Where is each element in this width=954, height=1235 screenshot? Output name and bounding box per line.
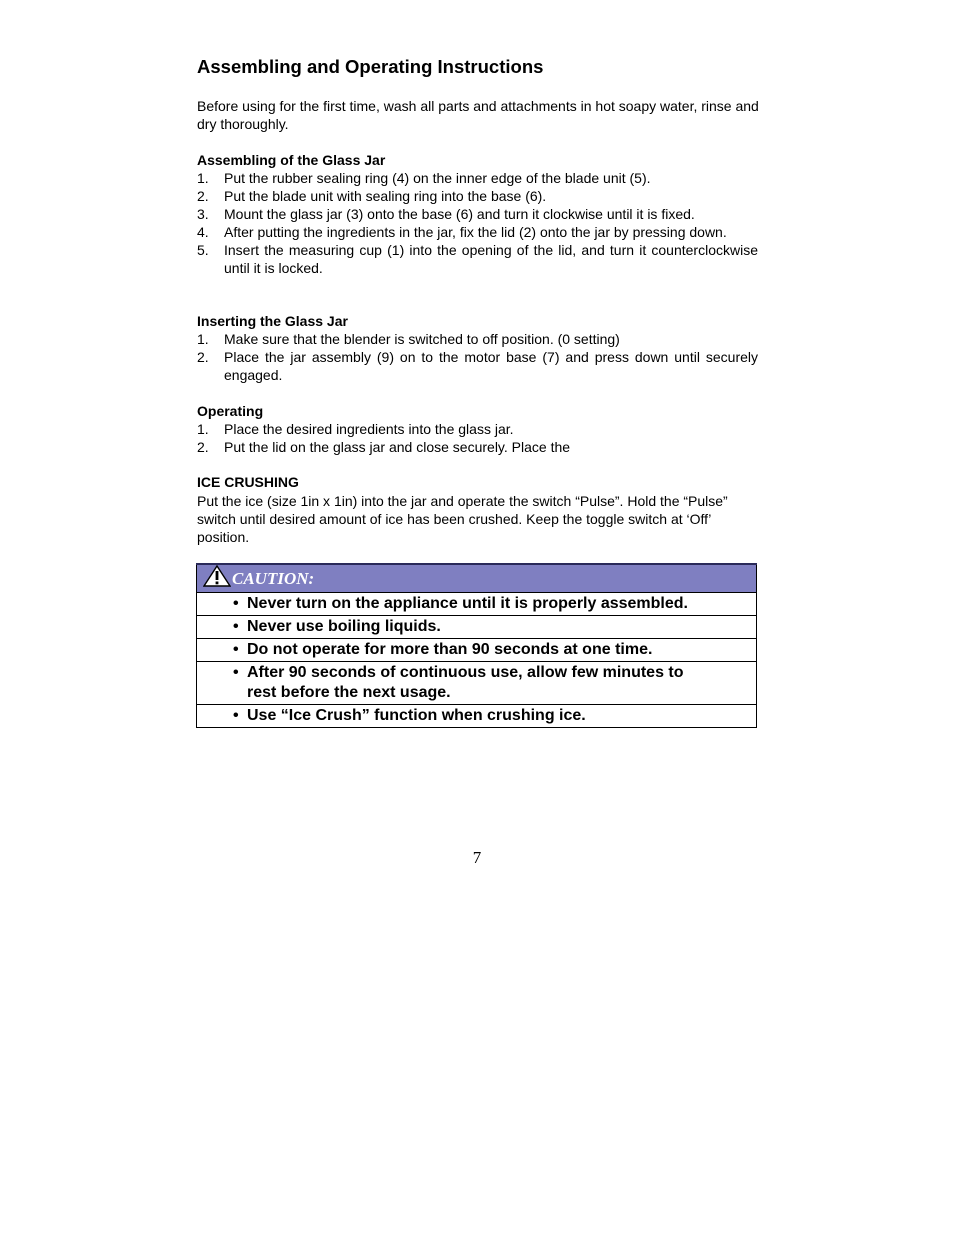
step-number: 5. [197,242,209,258]
list-item [197,348,758,384]
list-item [197,169,758,187]
step-text: After putting the ingredients in the jar, fix the lid (2) onto the jar by pressing down. [224,224,727,240]
caution-item [197,593,757,616]
step-text: Place the desired ingredients into the glass jar. [224,421,514,437]
step-number: 2. [197,439,209,455]
step-text: Put the rubber sealing ring (4) on the inner edge of the blade unit (5). [224,170,651,186]
caution-text: Use “Ice Crush” function when crushing ice. [247,707,586,724]
list-item [197,187,758,205]
caution-label: CAUTION: [232,568,315,588]
list-item [197,223,758,241]
section-heading-operating: Operating [197,403,264,419]
step-number: 1. [197,170,209,186]
caution-box [196,563,757,728]
caution-header [197,564,757,593]
ice-crushing-paragraph: Put the ice (size 1in x 1in) into the jar and operate the switch “Pulse”. Hold the “Pulse” switch until desired amount of ice has been crushed. Keep the toggle switch at ‘Off’ position. [197,493,728,545]
step-number: 2. [197,188,209,204]
list-item [197,330,758,348]
warning-triangle-icon [203,565,231,592]
page-title: Assembling and Operating Instructions [197,56,544,77]
step-number: 4. [197,224,209,240]
step-text: Insert the measuring cup (1) into the opening of the lid, and turn it counterclockwise until it is locked. [224,242,758,276]
caution-item [197,616,757,639]
bullet-icon: • [233,618,239,635]
caution-item [197,662,757,705]
step-number: 1. [197,421,209,437]
step-number: 3. [197,206,209,222]
step-text: Place the jar assembly (9) on to the motor base (7) and press down until securely engaged. [224,349,758,383]
step-text: Put the lid on the glass jar and close securely. Place the [224,439,571,455]
caution-text: Never turn on the appliance until it is properly assembled. [247,595,688,612]
caution-text: Never use boiling liquids. [247,618,441,635]
step-text: Put the blade unit with sealing ring into the base (6). [224,188,547,204]
list-item [197,420,758,438]
intro-paragraph: Before using for the first time, wash all parts and attachments in hot soapy water, rinse and dry thoroughly. [197,98,759,132]
step-text: Mount the glass jar (3) onto the base (6) and turn it clockwise until it is fixed. [224,206,695,222]
list-item [197,205,758,223]
list-item [197,438,758,456]
step-number: 2. [197,349,209,365]
bullet-icon: • [233,664,239,681]
bullet-icon: • [233,595,239,612]
step-text: Make sure that the blender is switched to off position. (0 setting) [224,331,620,347]
operating-steps-list [197,420,758,456]
step-number: 1. [197,331,209,347]
section-heading-assembling: Assembling of the Glass Jar [197,152,386,168]
assembling-steps-list [197,169,758,277]
bullet-icon: • [233,641,239,658]
list-item [197,241,758,277]
section-heading-inserting: Inserting the Glass Jar [197,313,348,329]
caution-text: Do not operate for more than 90 seconds at one time. [247,641,653,658]
bullet-icon: • [233,707,239,724]
section-heading-ice-crushing: ICE CRUSHING [197,474,299,490]
caution-text: After 90 seconds of continuous use, allow few minutes to rest before the next usage. [247,664,684,701]
caution-item [197,639,757,662]
inserting-steps-list [197,330,758,384]
caution-item [197,705,757,728]
page-number: 7 [472,848,482,867]
